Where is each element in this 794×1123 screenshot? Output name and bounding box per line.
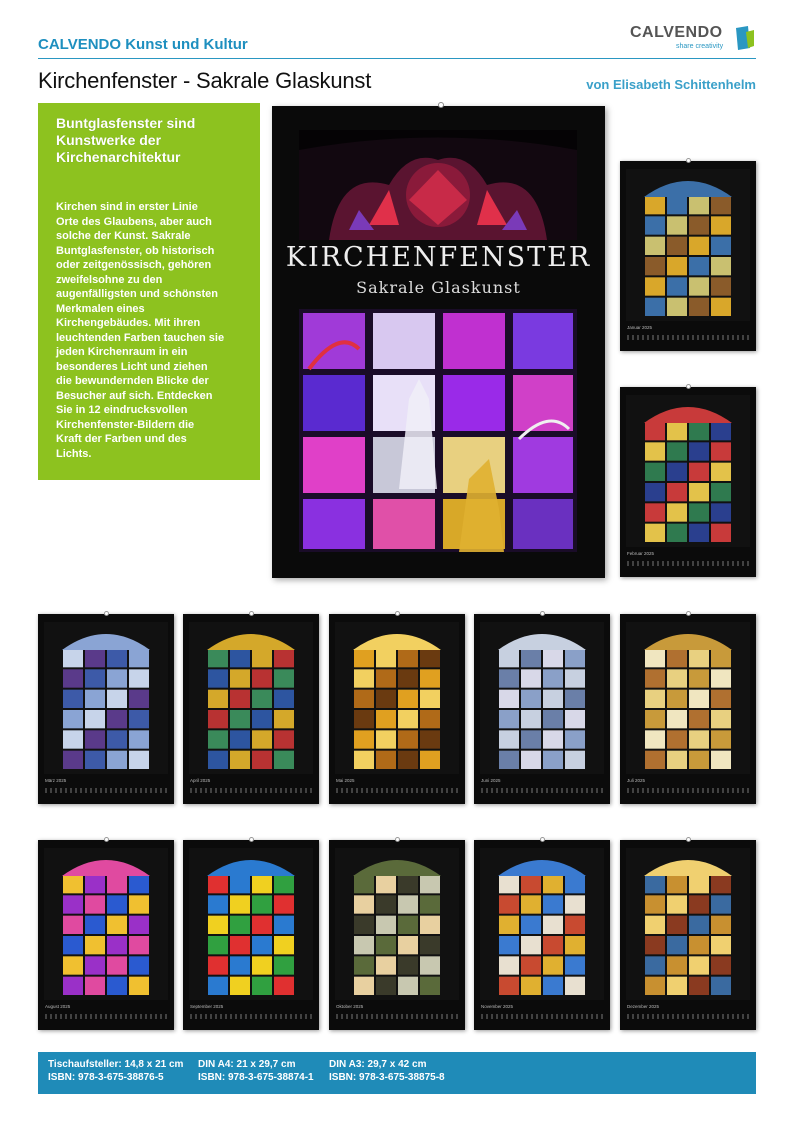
- calendar-grid-strip: [336, 788, 458, 793]
- month-page-1: [620, 161, 756, 351]
- month-page-11: [474, 840, 610, 1030]
- binding-ring: [540, 611, 545, 616]
- calendar-grid-strip: [627, 1014, 749, 1019]
- binding-ring: [540, 837, 545, 842]
- calendar-grid-strip: [45, 1014, 167, 1019]
- isbn-table-calendar: ISBN: 978-3-675-38876-5: [48, 1072, 164, 1083]
- format-din-a4: DIN A4: 21 x 29,7 cm: [198, 1059, 296, 1070]
- logo-wordmark: CALVENDO: [630, 24, 723, 41]
- month-page-9: [183, 840, 319, 1030]
- logo-mark-icon: [734, 26, 754, 50]
- month-page-12: [620, 840, 756, 1030]
- month-label: Juli 2025: [627, 778, 646, 783]
- binding-ring: [249, 611, 254, 616]
- month-label: März 2025: [45, 778, 67, 783]
- binding-ring: [438, 102, 444, 108]
- calendar-grid-strip: [481, 788, 603, 793]
- binding-ring: [686, 837, 691, 842]
- cover-window-image: [299, 309, 577, 552]
- calendar-grid-strip: [627, 335, 749, 340]
- calvendo-logo: [630, 22, 758, 56]
- month-page-7: [620, 614, 756, 804]
- stained-glass-photo: [626, 395, 750, 547]
- month-page-3: [38, 614, 174, 804]
- stained-glass-photo: [626, 622, 750, 774]
- logo-tagline: share creativity: [676, 43, 724, 50]
- month-page-10: [329, 840, 465, 1030]
- binding-ring: [686, 384, 691, 389]
- page-title: Kirchenfenster - Sakrale Glaskunst: [38, 68, 372, 93]
- month-label: April 2025: [190, 778, 211, 783]
- stained-glass-photo: [189, 848, 313, 1000]
- stained-glass-photo: [335, 848, 459, 1000]
- binding-ring: [395, 611, 400, 616]
- calendar-grid-strip: [45, 788, 167, 793]
- binding-ring: [104, 611, 109, 616]
- header-divider: [38, 58, 756, 59]
- cover-title: KIRCHENFENSTER: [285, 242, 592, 273]
- month-page-6: [474, 614, 610, 804]
- month-label: August 2025: [45, 1004, 71, 1009]
- stained-glass-photo: [44, 848, 168, 1000]
- month-page-2: [620, 387, 756, 577]
- intro-panel: [38, 103, 260, 480]
- format-din-a3: DIN A3: 29,7 x 42 cm: [329, 1059, 427, 1070]
- stained-glass-photo: [189, 622, 313, 774]
- intro-heading: Buntglasfenster sind Kunstwerke der Kirchenarchitektur: [56, 115, 196, 165]
- binding-ring: [686, 611, 691, 616]
- binding-ring: [249, 837, 254, 842]
- calendar-grid-strip: [190, 788, 312, 793]
- calendar-grid-strip: [627, 788, 749, 793]
- month-label: September 2025: [190, 1004, 224, 1009]
- month-page-5: [329, 614, 465, 804]
- month-label: Dezember 2025: [627, 1004, 660, 1009]
- calendar-cover: [272, 106, 605, 578]
- month-label: Mai 2025: [336, 778, 355, 783]
- month-page-4: [183, 614, 319, 804]
- cover-rosette-image: [299, 130, 577, 240]
- author-credit: von Elisabeth Schittenhelm: [586, 77, 756, 92]
- calendar-grid-strip: [190, 1014, 312, 1019]
- month-label: November 2025: [481, 1004, 514, 1009]
- edition-info-bar: [38, 1052, 756, 1094]
- month-label: Juni 2025: [481, 778, 501, 783]
- calendar-grid-strip: [336, 1014, 458, 1019]
- brand-header: CALVENDO Kunst und Kultur: [38, 36, 248, 53]
- calendar-grid-strip: [627, 561, 749, 566]
- month-label: Februar 2025: [627, 551, 655, 556]
- isbn-din-a4: ISBN: 978-3-675-38874-1: [198, 1072, 314, 1083]
- format-table-calendar: Tischaufsteller: 14,8 x 21 cm: [48, 1059, 184, 1070]
- intro-text: Kirchen sind in erster Linie Orte des Glaubens, aber auch solche der Kunst. Sakrale Buntglasfenster, ob historisch oder zeitgenössisch, gehören zweifelsohne zu den augenfälligsten und schönsten Merkmalen eines Kirchengebäudes. Mit ihren leuchtenden Farben tauchen sie jeden Kirchenraum in ein besonderes Licht und ziehen die bewundernden Blicke der Besucher auf sich. Entdecken Sie in 12 eindrucksvollen Kirchenfenster-Bildern die Kraft der Farben und des Lichts.: [56, 201, 225, 460]
- binding-ring: [395, 837, 400, 842]
- stained-glass-photo: [480, 622, 604, 774]
- stained-glass-photo: [480, 848, 604, 1000]
- isbn-din-a3: ISBN: 978-3-675-38875-8: [329, 1072, 445, 1083]
- stained-glass-photo: [626, 169, 750, 321]
- stained-glass-photo: [44, 622, 168, 774]
- stained-glass-photo: [335, 622, 459, 774]
- calendar-grid-strip: [481, 1014, 603, 1019]
- binding-ring: [686, 158, 691, 163]
- month-page-8: [38, 840, 174, 1030]
- cover-subtitle: Sakrale Glaskunst: [356, 278, 521, 297]
- month-label: Januar 2025: [627, 325, 653, 330]
- binding-ring: [104, 837, 109, 842]
- stained-glass-photo: [626, 848, 750, 1000]
- month-label: Oktober 2025: [336, 1004, 364, 1009]
